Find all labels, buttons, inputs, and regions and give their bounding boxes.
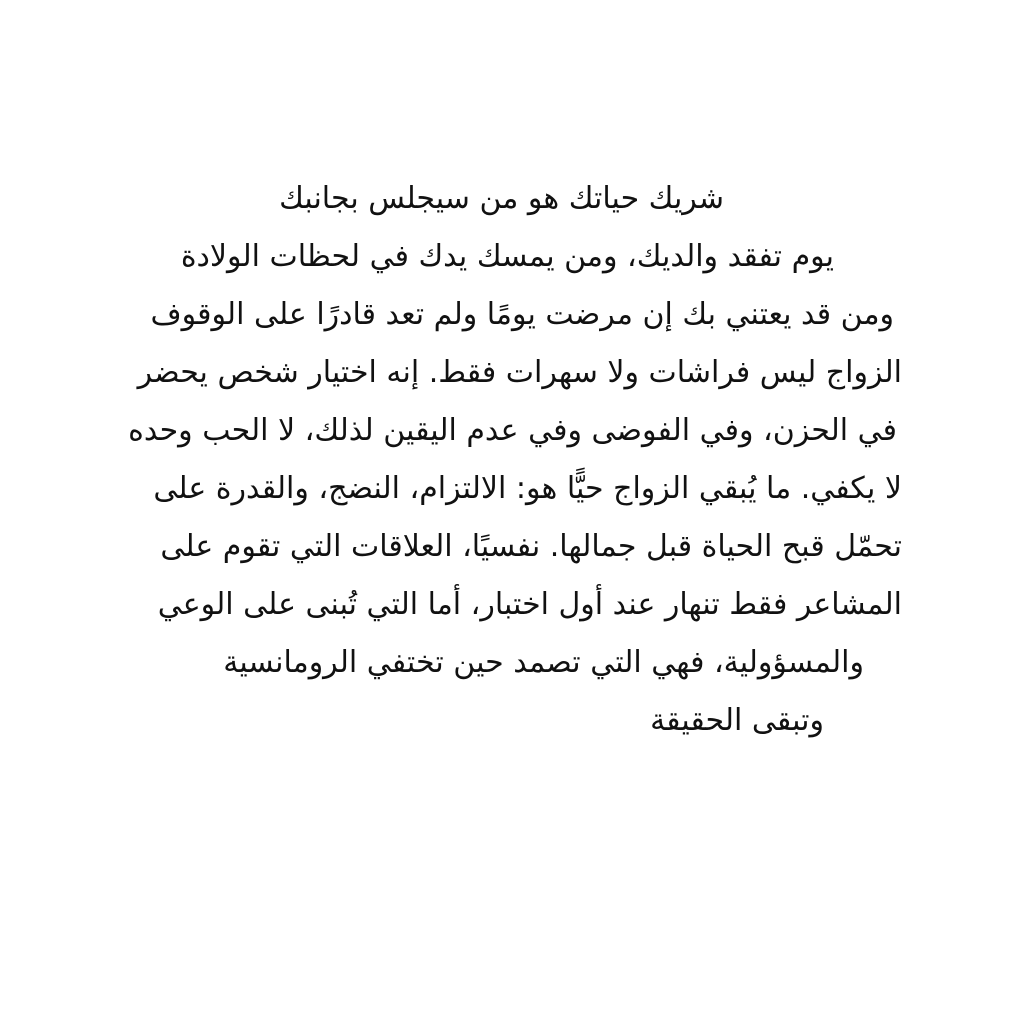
text-line: ومن قد يعتني بك إن مرضت يومًا ولم تعد قادرًا على الوقوف bbox=[150, 297, 894, 332]
text-line: والمسؤولية، فهي التي تصمد حين تختفي الرومانسية bbox=[223, 645, 864, 680]
text-line: شريك حياتك هو من سيجلس بجانبك bbox=[279, 181, 724, 216]
text-line: تحمّل قبح الحياة قبل جمالها. نفسيًا، العلاقات التي تقوم على bbox=[160, 529, 902, 564]
text-line: لا يكفي. ما يُبقي الزواج حيًّا هو: الالتزام، النضج، والقدرة على bbox=[153, 471, 902, 506]
text-line: الزواج ليس فراشات ولا سهرات فقط. إنه اختيار شخص يحضر bbox=[137, 355, 902, 390]
text-line: المشاعر فقط تنهار عند أول اختبار، أما التي تُبنى على الوعي bbox=[157, 587, 902, 622]
text-line: في الحزن، وفي الفوضى وفي عدم اليقين لذلك، لا الحب وحده bbox=[128, 413, 897, 448]
text-line: وتبقى الحقيقة bbox=[650, 703, 824, 738]
text-line: يوم تفقد والديك، ومن يمسك يدك في لحظات الولادة bbox=[180, 239, 834, 274]
